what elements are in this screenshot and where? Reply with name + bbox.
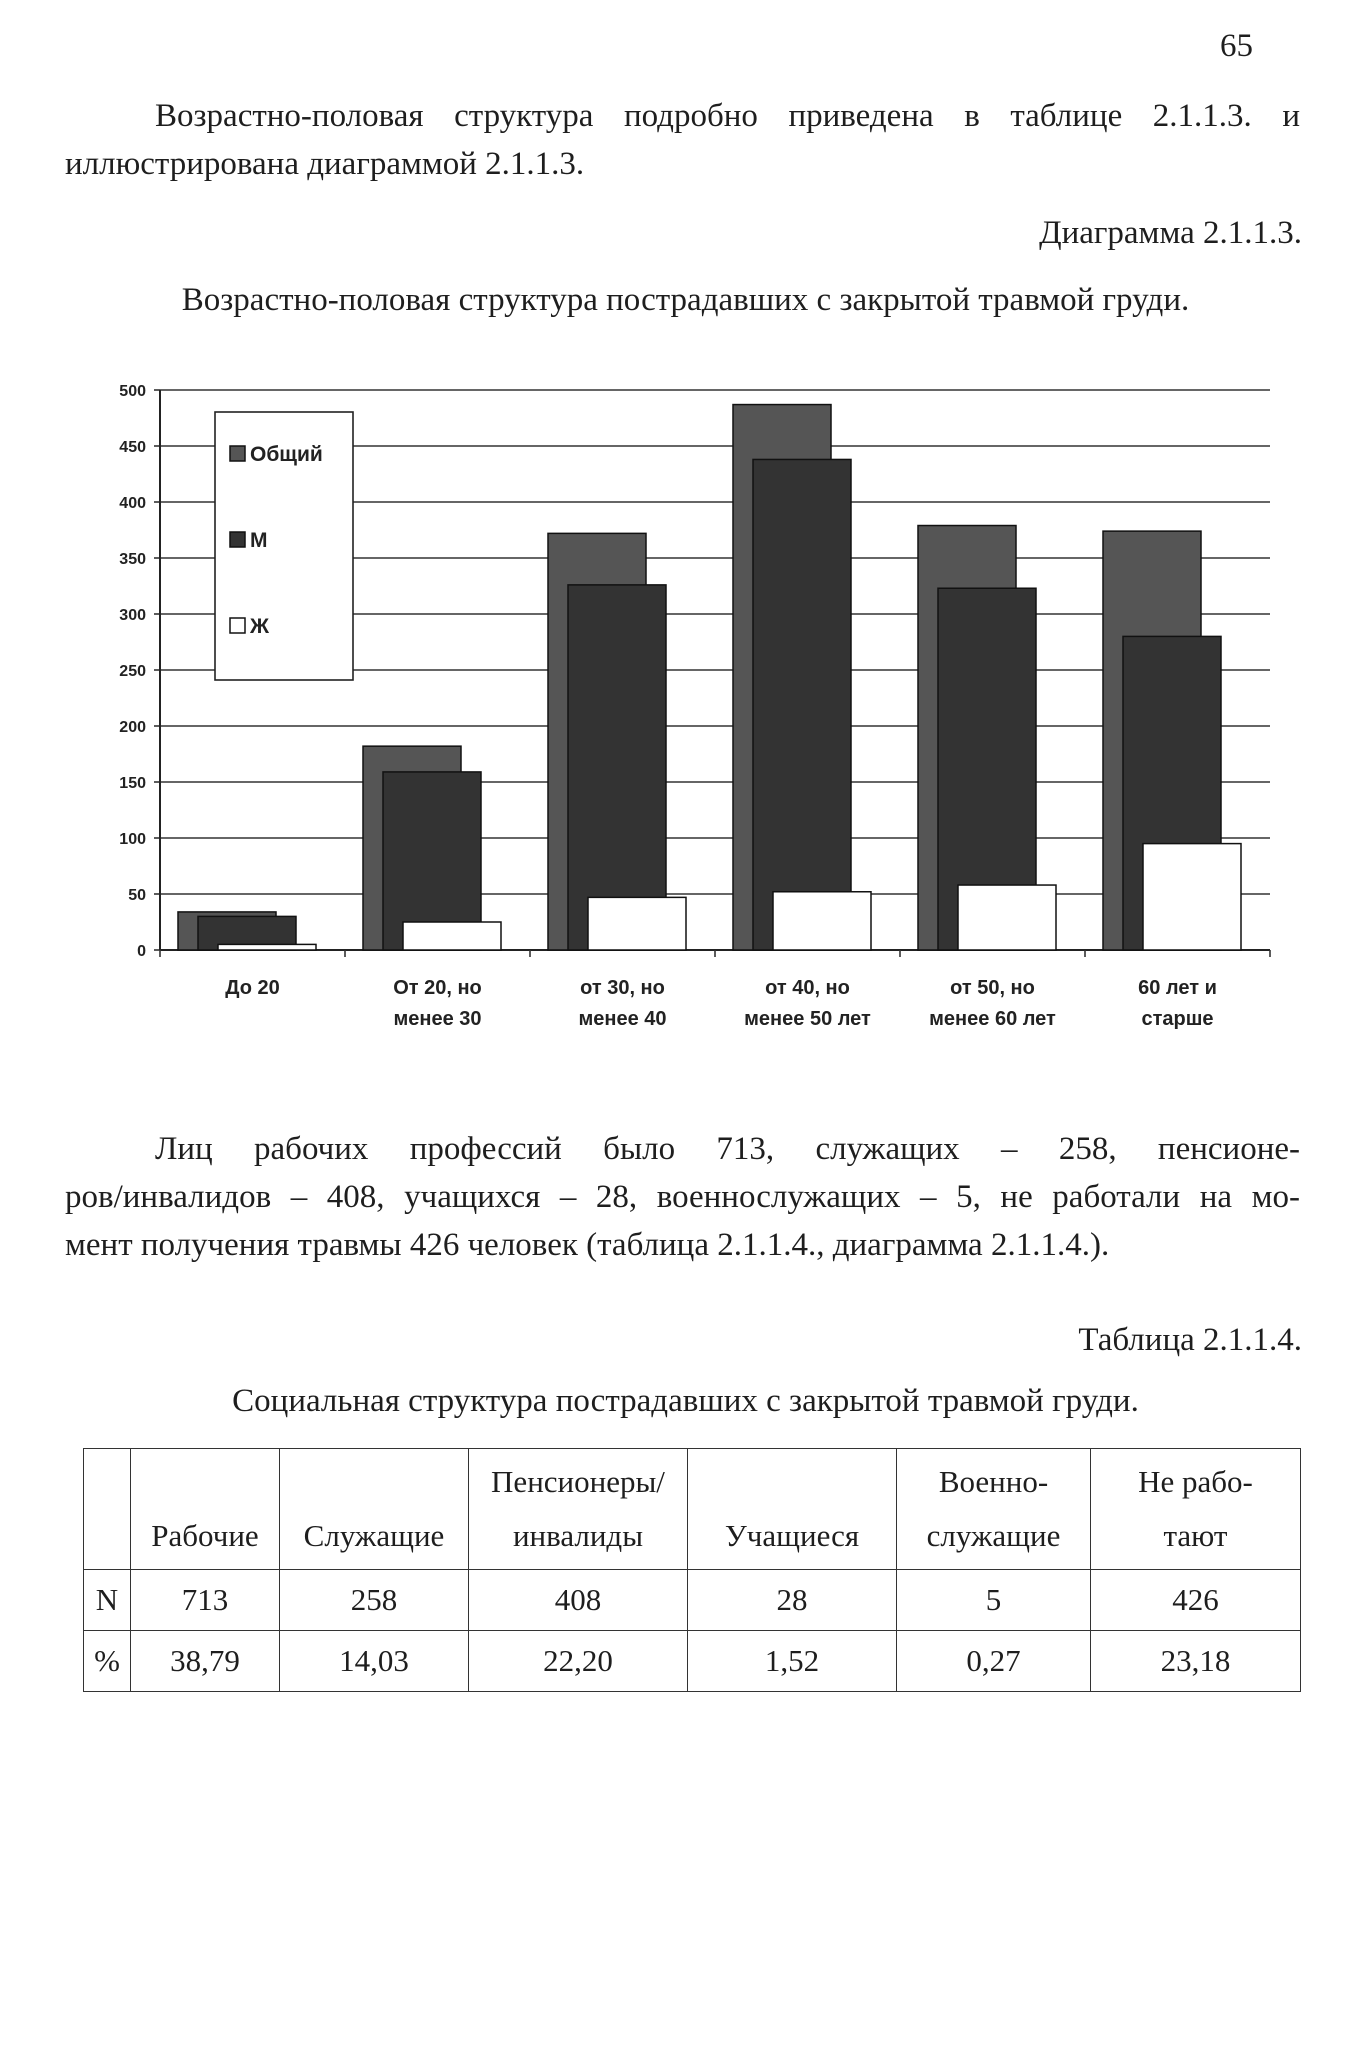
diagram-label: Диаграмма 2.1.1.3. xyxy=(1039,215,1302,251)
table-cell: 22,20 xyxy=(469,1631,688,1692)
table-header-cell: Пенсионеры/ инвалиды xyxy=(469,1449,688,1570)
intro-paragraph xyxy=(65,92,1300,188)
table-cell: 1,52 xyxy=(688,1631,897,1692)
table-row xyxy=(84,1631,1301,1692)
y-tick-label: 350 xyxy=(119,551,146,568)
table-header-cell: Военно- служащие xyxy=(897,1449,1091,1570)
table-cell: 713 xyxy=(131,1570,280,1631)
bar-female xyxy=(588,897,686,950)
bar-male xyxy=(568,585,666,950)
table-cell: 0,27 xyxy=(897,1631,1091,1692)
table-title: Социальная структура пострадавших с закрытой травмой груди. xyxy=(232,1383,1139,1419)
x-tick-label: От 20, но xyxy=(393,977,482,999)
table-cell: 23,18 xyxy=(1091,1631,1301,1692)
bar-female xyxy=(218,944,316,950)
y-tick-label: 0 xyxy=(137,943,146,960)
table-cell: 426 xyxy=(1091,1570,1301,1631)
y-tick-label: 500 xyxy=(119,383,146,400)
table-header-cell: Служащие xyxy=(280,1449,469,1570)
x-tick-label: от 30, но xyxy=(580,977,665,999)
legend-swatch xyxy=(230,532,245,547)
row-label: % xyxy=(84,1631,131,1692)
bar-male xyxy=(753,459,851,950)
table-label: Таблица 2.1.1.4. xyxy=(1078,1322,1302,1358)
table-cell: 38,79 xyxy=(131,1631,280,1692)
bar-female xyxy=(958,885,1056,950)
x-tick-label: До 20 xyxy=(225,977,280,999)
y-tick-label: 250 xyxy=(119,663,146,680)
bar-female xyxy=(403,922,501,950)
table-header-cell: Не рабо- тают xyxy=(1091,1449,1301,1570)
table-row xyxy=(84,1570,1301,1631)
y-tick-label: 450 xyxy=(119,439,146,456)
social-paragraph xyxy=(65,1125,1300,1269)
y-tick-label: 150 xyxy=(119,775,146,792)
legend-swatch xyxy=(230,446,245,461)
x-tick-label: менее 40 xyxy=(578,1008,667,1030)
table-header-cell: Учащиеся xyxy=(688,1449,897,1570)
age-sex-bar-chart xyxy=(60,366,1310,1086)
x-tick-label: от 40, но xyxy=(765,977,850,999)
intro-line-1: Возрастно-половая структура подробно приведена в таблице 2.1.1.3. и xyxy=(155,98,1300,134)
table-header-cell: Рабочие xyxy=(131,1449,280,1570)
social-structure-table xyxy=(83,1448,1301,1692)
legend-label: Ж xyxy=(250,615,269,638)
social-line-2: ров/инвалидов – 408, учащихся – 28, военнослужащих – 5, не работали на мо- xyxy=(65,1179,1300,1215)
bar-female xyxy=(773,892,871,950)
row-label: N xyxy=(84,1570,131,1631)
social-line-1: Лиц рабочих профессий было 713, служащих – 258, пенсионе- xyxy=(155,1131,1300,1167)
legend-label: Общий xyxy=(250,443,323,466)
y-tick-label: 300 xyxy=(119,607,146,624)
table-header-row xyxy=(84,1449,1301,1570)
table-cell: 5 xyxy=(897,1570,1091,1631)
legend-label: М xyxy=(250,529,268,552)
x-tick-label: менее 50 лет xyxy=(744,1008,871,1030)
x-tick-label: менее 30 xyxy=(393,1008,482,1030)
y-tick-label: 200 xyxy=(119,719,146,736)
table-cell: 14,03 xyxy=(280,1631,469,1692)
y-tick-label: 400 xyxy=(119,495,146,512)
diagram-title: Возрастно-половая структура пострадавших с закрытой травмой груди. xyxy=(181,282,1190,318)
table-cell: 28 xyxy=(688,1570,897,1631)
x-tick-label: 60 лет и xyxy=(1138,977,1217,999)
x-tick-label: старше xyxy=(1141,1008,1214,1030)
table-corner-cell xyxy=(84,1449,131,1570)
x-tick-label: менее 60 лет xyxy=(929,1008,1056,1030)
intro-line-2: иллюстрирована диаграммой 2.1.1.3. xyxy=(65,146,585,182)
legend-swatch xyxy=(230,618,245,633)
table-cell: 258 xyxy=(280,1570,469,1631)
x-tick-label: от 50, но xyxy=(950,977,1035,999)
table-cell: 408 xyxy=(469,1570,688,1631)
page-number: 65 xyxy=(1220,28,1253,64)
bar-female xyxy=(1143,844,1241,950)
y-tick-label: 50 xyxy=(128,887,146,904)
y-tick-label: 100 xyxy=(119,831,146,848)
social-line-3: мент получения травмы 426 человек (таблица 2.1.1.4., диаграмма 2.1.1.4.). xyxy=(65,1227,1110,1263)
